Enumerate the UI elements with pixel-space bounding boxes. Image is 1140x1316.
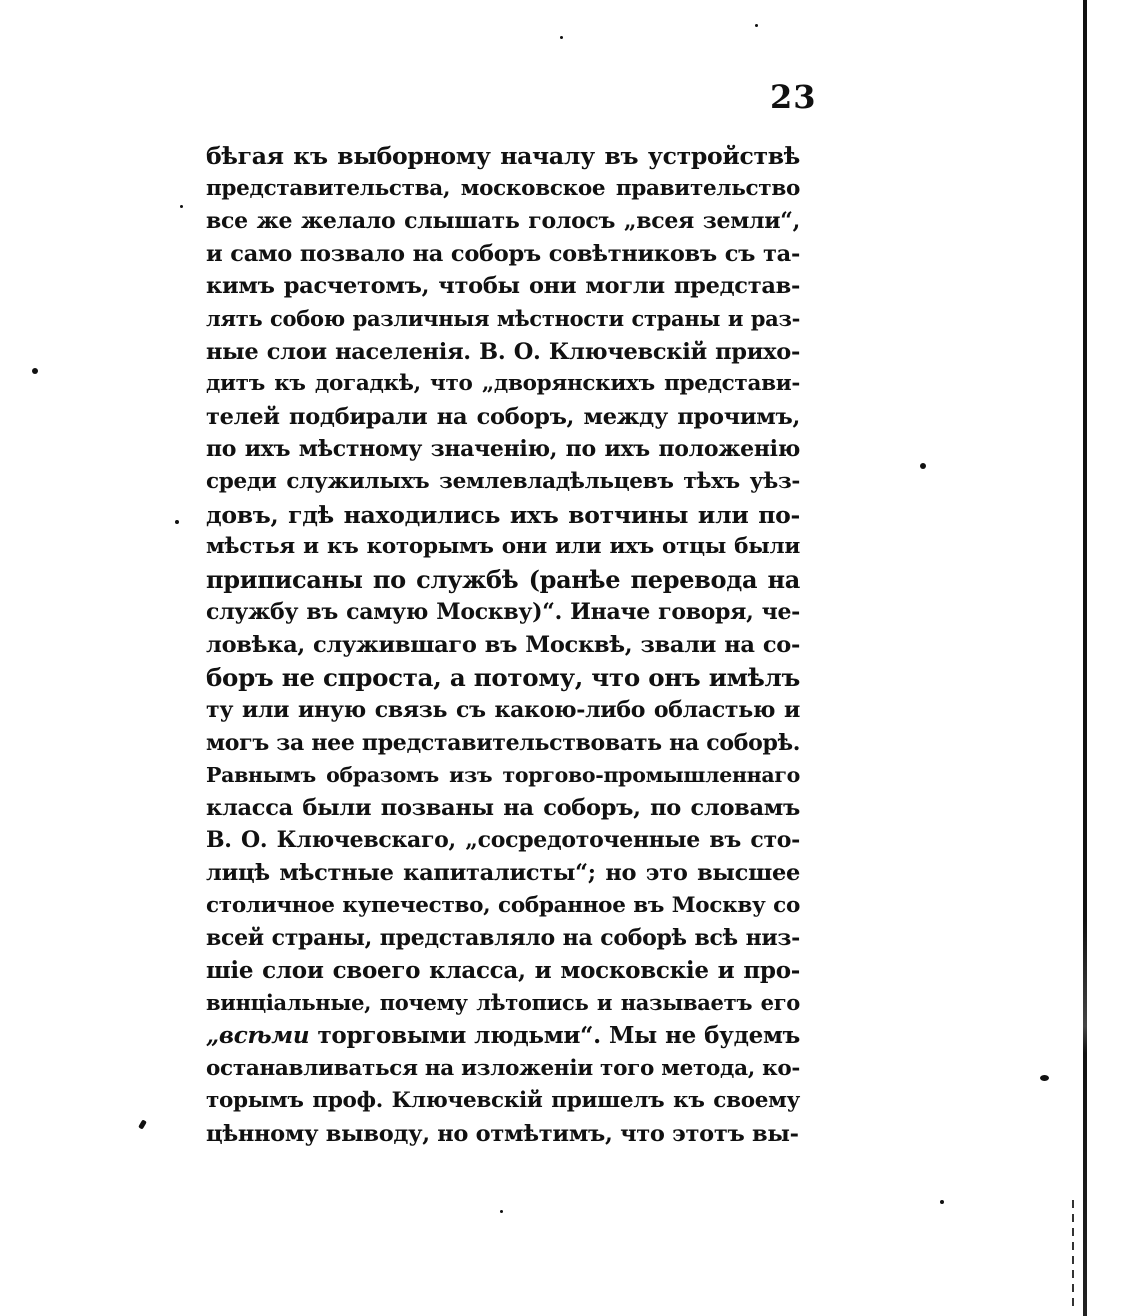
text-line: службу въ самую Москву)“. Иначе говоря, че- [206,599,800,626]
text-line: лять собою различныя мѣстности страны и раз- [206,305,800,331]
text-line: класса были позваны на соборъ, по словамъ [206,794,800,821]
text-line: представительства, московское правительство [206,175,800,201]
text-line: цѣнному выводу, но отмѣтимъ, что этотъ вы- [206,1120,799,1147]
text-line: кимъ расчетомъ, чтобы они могли представ- [206,273,800,300]
text-line: телей подбирали на соборъ, между прочимъ, [206,403,800,430]
text-line: и само позвало на соборъ совѣтниковъ съ та- [206,240,800,267]
scan-speck [500,1210,503,1213]
scan-speck [180,205,183,208]
text-line: все же желало слышать голосъ „всея земли“, [206,208,800,235]
text-line: столичное купечество, собранное въ Москву со [206,892,800,918]
text-line: ту или иную связь съ какою-либо областью и [206,697,800,724]
text-line: винціальные, почему лѣтопись и называетъ его [206,990,800,1016]
text-line: торымъ проф. Ключевскій пришелъ къ своему [206,1088,800,1114]
text-line: дитъ къ догадкѣ, что „дворянскихъ представи- [206,371,800,397]
text-line: лицѣ мѣстные капиталисты“; но это высшее [206,860,800,887]
scan-speck [920,463,926,469]
text-line: ные слои населенія. В. О. Ключевскій прихо- [206,338,800,365]
page-number: 23 [770,78,817,116]
text-line: бѣгая къ выборному началу въ устройствѣ [206,142,800,170]
text-line: приписаны по службѣ (ранѣе перевода на [206,564,800,594]
text-line-italic [206,1020,800,1053]
text-line: останавливаться на изложеніи того метода, ко- [206,1055,800,1081]
text-line: В. О. Ключевскаго, „сосредоточенные въ сто- [206,827,800,854]
text-line: довъ, гдѣ находились ихъ вотчины или по- [206,500,800,529]
text-line: ловѣка, служившаго въ Москвѣ, звали на со- [206,631,800,658]
text-line: боръ не спроста, а потому, что онъ имѣлъ [206,662,800,692]
scan-speck [940,1200,944,1204]
text-line: могъ за нее представительствовать на соборѣ. [206,729,801,756]
text-line: шіе слои своего класса, и московскіе и про- [206,956,800,984]
text-line: Равнымъ образомъ изъ торгово-промышленнаго [206,763,800,788]
line-rest: торговыми людьми“. Мы не будемъ [309,1022,800,1050]
scan-edge-line [1083,0,1087,1316]
text-line: всей страны, представляло на соборѣ всѣ низ- [206,925,800,952]
text-line: мѣстья и къ которымъ они или ихъ отцы были [206,534,800,560]
scan-speck [560,36,563,39]
scan-edge-dashes [1072,1200,1074,1310]
italic-phrase: „всѣми [206,1022,310,1050]
scan-speck [1040,1075,1049,1081]
scan-speck [175,520,179,524]
scan-speck [755,24,758,27]
scan-speck [32,368,38,374]
text-line: по ихъ мѣстному значенію, по ихъ положенію [206,436,800,463]
text-line: среди служилыхъ землевладѣльцевъ тѣхъ уѣз- [206,468,800,494]
body-text [206,140,800,1150]
scan-speck [138,1119,147,1129]
